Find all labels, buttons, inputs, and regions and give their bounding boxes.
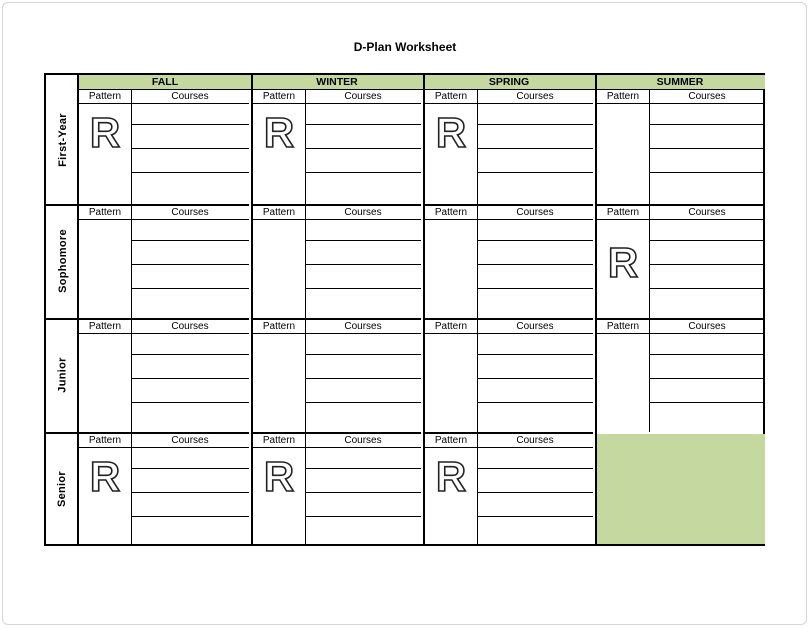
column-header-row (253, 320, 421, 334)
course-line[interactable] (477, 288, 593, 289)
course-line[interactable] (649, 148, 765, 149)
course-line[interactable] (305, 516, 421, 517)
term-cell (425, 204, 593, 318)
pattern-header: Pattern (434, 435, 468, 446)
course-line[interactable] (477, 402, 593, 403)
course-line[interactable] (305, 402, 421, 403)
pattern-header: Pattern (88, 321, 122, 332)
pattern-divider (649, 320, 650, 432)
courses-header: Courses (171, 207, 209, 218)
pattern-header: Pattern (606, 321, 640, 332)
column-header-row (79, 206, 249, 220)
pattern-header: Pattern (88, 91, 122, 102)
year-divider (46, 432, 79, 434)
season-header-fall: FALL (79, 75, 251, 90)
course-line[interactable] (131, 240, 249, 241)
course-line[interactable] (305, 172, 421, 173)
course-line[interactable] (305, 148, 421, 149)
season-header-winter: WINTER (251, 75, 423, 90)
course-line[interactable] (131, 378, 249, 379)
pattern-divider (305, 434, 306, 544)
pattern-divider (477, 90, 478, 204)
course-line[interactable] (305, 378, 421, 379)
year-label-first-year (46, 75, 79, 204)
pattern-header: Pattern (262, 207, 296, 218)
season-separator (251, 75, 253, 544)
year-label-sophomore (46, 204, 79, 318)
course-line[interactable] (649, 354, 765, 355)
term-cell (79, 204, 249, 318)
course-line[interactable] (649, 264, 765, 265)
course-line[interactable] (131, 124, 249, 125)
course-line[interactable] (131, 492, 249, 493)
season-header-summer: SUMMER (595, 75, 765, 90)
season-header-spring: SPRING (423, 75, 595, 90)
term-cell (79, 90, 249, 204)
column-header-row (425, 320, 593, 334)
column-header-row (253, 434, 421, 448)
pattern-divider (305, 320, 306, 432)
term-cell (597, 318, 765, 432)
year-label-text: Senior (56, 470, 69, 508)
season-separator (595, 75, 597, 544)
column-header-row (79, 434, 249, 448)
pattern-header: Pattern (434, 91, 468, 102)
course-line[interactable] (305, 492, 421, 493)
course-line[interactable] (131, 516, 249, 517)
pattern-header: Pattern (88, 207, 122, 218)
courses-header: Courses (516, 321, 554, 332)
course-line[interactable] (477, 354, 593, 355)
pattern-header: Pattern (262, 321, 296, 332)
pattern-divider (131, 434, 132, 544)
courses-header: Courses (344, 435, 382, 446)
pattern-divider (131, 320, 132, 432)
term-cell (253, 432, 421, 544)
year-column (46, 75, 79, 544)
pattern-divider (131, 90, 132, 204)
course-line[interactable] (305, 354, 421, 355)
residency-r-mark: R (435, 109, 467, 156)
course-line[interactable] (649, 378, 765, 379)
column-header-row (597, 206, 765, 220)
pattern-header: Pattern (606, 91, 640, 102)
course-line[interactable] (477, 124, 593, 125)
course-line[interactable] (131, 402, 249, 403)
course-line[interactable] (477, 378, 593, 379)
courses-header: Courses (344, 321, 382, 332)
year-divider (46, 318, 79, 320)
courses-header: Courses (344, 91, 382, 102)
course-line[interactable] (477, 468, 593, 469)
year-divider (46, 204, 79, 206)
pattern-divider (477, 434, 478, 544)
worksheet-grid (44, 73, 765, 546)
term-cell (425, 90, 593, 204)
courses-header: Courses (688, 321, 726, 332)
course-line[interactable] (305, 468, 421, 469)
course-line[interactable] (649, 288, 765, 289)
term-cell (253, 90, 421, 204)
pattern-header: Pattern (88, 435, 122, 446)
year-label-junior (46, 318, 79, 432)
courses-header: Courses (688, 207, 726, 218)
course-line[interactable] (305, 240, 421, 241)
column-header-row (79, 90, 249, 104)
course-line[interactable] (649, 240, 765, 241)
term-cell (597, 204, 765, 318)
course-line[interactable] (649, 402, 765, 403)
pattern-header: Pattern (434, 207, 468, 218)
course-line[interactable] (131, 148, 249, 149)
pattern-header: Pattern (434, 321, 468, 332)
courses-header: Courses (344, 207, 382, 218)
course-line[interactable] (649, 172, 765, 173)
term-cell (425, 318, 593, 432)
pattern-divider (305, 90, 306, 204)
season-separator (423, 75, 425, 544)
residency-r-mark: R (435, 453, 467, 500)
pattern-divider (477, 206, 478, 318)
worksheet-title: D-Plan Worksheet (353, 40, 457, 54)
column-header-row (253, 206, 421, 220)
course-line[interactable] (477, 516, 593, 517)
residency-r-mark: R (89, 453, 121, 500)
term-cell (253, 318, 421, 432)
course-line[interactable] (477, 264, 593, 265)
residency-r-mark: R (263, 109, 295, 156)
course-line[interactable] (477, 240, 593, 241)
residency-r-mark: R (263, 453, 295, 500)
residency-r-mark: R (89, 109, 121, 156)
course-line[interactable] (477, 492, 593, 493)
pattern-header: Pattern (262, 435, 296, 446)
course-line[interactable] (131, 468, 249, 469)
term-cell (425, 432, 593, 544)
year-label-senior (46, 432, 79, 546)
courses-header: Courses (171, 321, 209, 332)
year-label-text: First-Year (56, 112, 69, 167)
pattern-divider (477, 320, 478, 432)
course-line[interactable] (305, 264, 421, 265)
year-label-text: Sophomore (56, 229, 69, 293)
term-cell (597, 90, 765, 204)
pattern-header: Pattern (606, 207, 640, 218)
residency-r-mark: R (607, 239, 639, 286)
column-header-row (79, 320, 249, 334)
courses-header: Courses (171, 91, 209, 102)
pattern-header: Pattern (262, 91, 296, 102)
course-line[interactable] (131, 264, 249, 265)
courses-header: Courses (516, 435, 554, 446)
courses-header: Courses (516, 91, 554, 102)
course-line[interactable] (305, 288, 421, 289)
column-header-row (597, 320, 765, 334)
courses-header: Courses (688, 91, 726, 102)
term-cell (253, 204, 421, 318)
column-header-row (425, 206, 593, 220)
term-cell (79, 318, 249, 432)
course-line[interactable] (305, 124, 421, 125)
unused-term-block (597, 434, 765, 544)
courses-header: Courses (171, 435, 209, 446)
column-header-row (597, 90, 765, 104)
pattern-divider (131, 206, 132, 318)
pattern-divider (649, 206, 650, 318)
course-line[interactable] (131, 172, 249, 173)
term-cell (79, 432, 249, 544)
course-line[interactable] (131, 354, 249, 355)
course-line[interactable] (477, 172, 593, 173)
year-label-text: Junior (56, 357, 69, 393)
column-header-row (253, 90, 421, 104)
column-header-row (425, 434, 593, 448)
course-line[interactable] (131, 288, 249, 289)
pattern-divider (649, 90, 650, 204)
courses-header: Courses (516, 207, 554, 218)
pattern-divider (305, 206, 306, 318)
column-header-row (425, 90, 593, 104)
course-line[interactable] (649, 124, 765, 125)
course-line[interactable] (477, 148, 593, 149)
